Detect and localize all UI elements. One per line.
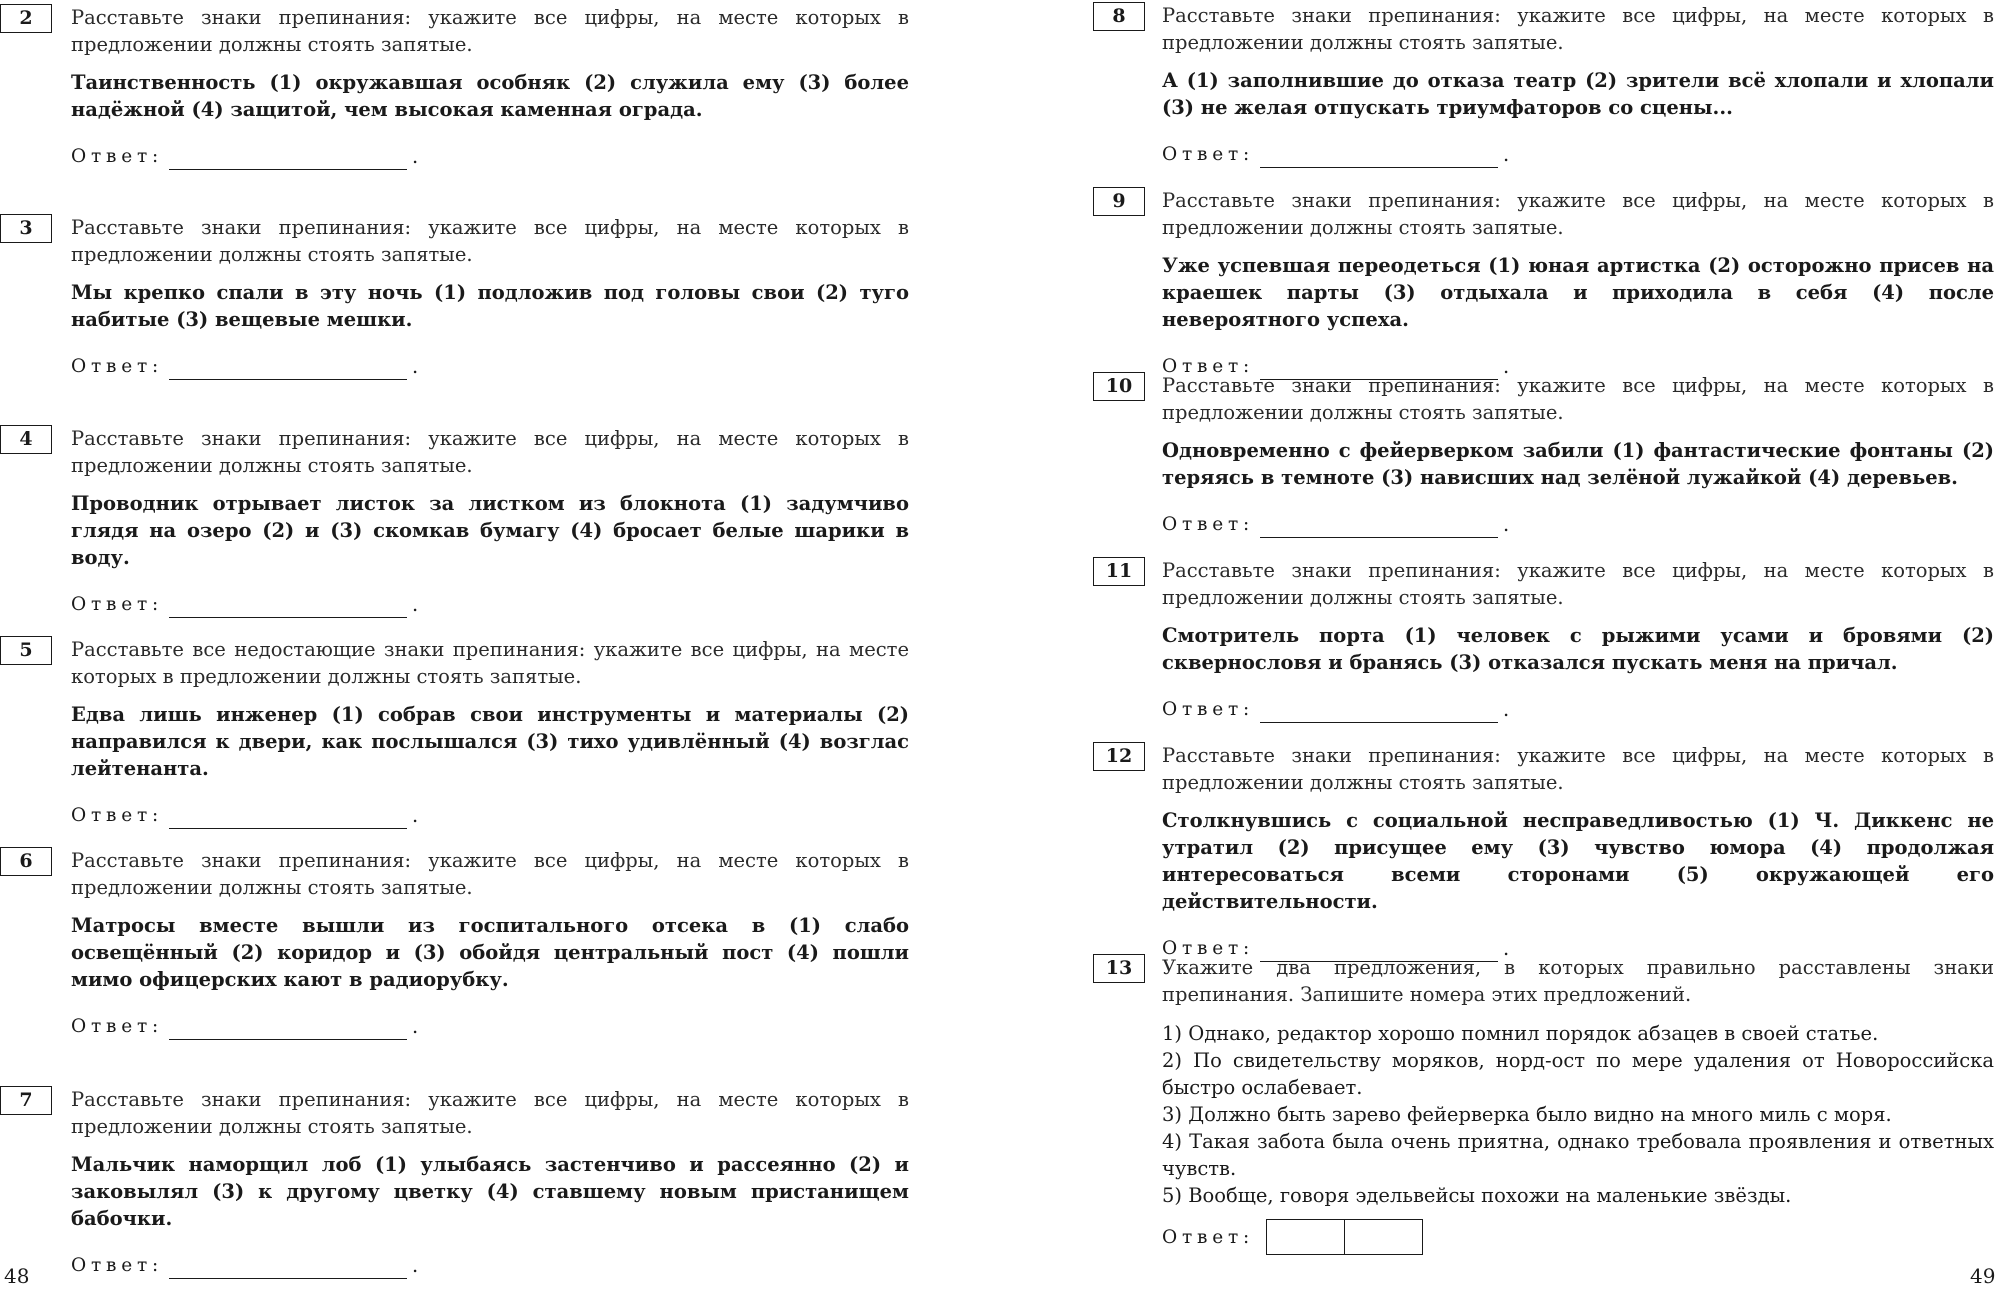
option-item: 4) Такая забота была очень приятна, однако требовала проявления и ответных чувств. xyxy=(1162,1130,1994,1180)
answer-row xyxy=(1162,697,1994,723)
page-number: 48 xyxy=(4,1264,30,1288)
answer-label: Ответ: xyxy=(71,1016,164,1037)
task-instruction: Расставьте знаки препинания: укажите все цифры, на месте которых в предложении должны стоять запятые. xyxy=(1162,189,1994,239)
task-number: 7 xyxy=(0,1086,52,1115)
task-number: 8 xyxy=(1093,2,1145,31)
option-item: 1) Однако, редактор хорошо помнил порядок абзацев в своей статье. xyxy=(1162,1022,1879,1045)
answer-field[interactable] xyxy=(169,151,407,170)
answer-box-1[interactable] xyxy=(1267,1220,1344,1254)
task-instruction: Расставьте знаки препинания: укажите все цифры, на месте которых в предложении должны стоять запятые. xyxy=(71,216,909,266)
task-sentence: Мальчик наморщил лоб (1) улыбаясь застенчиво и рассеянно (2) и заковылял (3) к другому цветку (4) ставшему новым пристанищем бабочки. xyxy=(71,1153,909,1230)
answer-field[interactable] xyxy=(169,361,407,380)
option-item: 3) Должно быть зарево фейерверка было видно на много миль с моря. xyxy=(1162,1103,1892,1126)
task-instruction: Расставьте все недостающие знаки препинания: укажите все цифры, на месте которых в предложении должны стоять запятые. xyxy=(71,638,909,688)
answer-field[interactable] xyxy=(1260,149,1498,168)
answer-label: Ответ: xyxy=(1162,699,1255,720)
page-number: 49 xyxy=(1970,1264,1996,1288)
answer-dot: . xyxy=(1503,698,1510,721)
answer-dot: . xyxy=(1503,513,1510,536)
answer-field[interactable] xyxy=(1260,519,1498,538)
answer-dot: . xyxy=(412,355,419,378)
answer-dot: . xyxy=(412,145,419,168)
answer-field[interactable] xyxy=(169,810,407,829)
answer-dot: . xyxy=(412,593,419,616)
answer-label: Ответ: xyxy=(1162,356,1255,377)
task-number: 10 xyxy=(1093,372,1145,401)
options-list xyxy=(1162,1020,1994,1209)
task-sentence: Столкнувшись с социальной несправедливостью (1) Ч. Диккенс не утратил (2) присущее ему (3) чувство юмора (4) продолжая интересоваться всеми сторонами (5) окружающей его действительности. xyxy=(1162,809,1994,913)
task-number: 11 xyxy=(1093,557,1145,586)
answer-row xyxy=(1162,1219,1994,1255)
task-instruction: Расставьте знаки препинания: укажите все цифры, на месте которых в предложении должны стоять запятые. xyxy=(71,427,909,477)
option-item: 2) По свидетельству моряков, норд-ост по мере удаления от Новороссийска быстро ослабевает. xyxy=(1162,1049,1994,1099)
answer-label: Ответ: xyxy=(71,1255,164,1276)
task-sentence: Уже успевшая переодеться (1) юная артистка (2) осторожно присев на краешек парты (3) отдыхала и приходила в себя (4) после невероятного успеха. xyxy=(1162,254,1994,331)
task-sentence: Проводник отрывает листок за листком из блокнота (1) задумчиво глядя на озеро (2) и (3) скомкав бумагу (4) бросает белые шарики в воду. xyxy=(71,492,909,569)
answer-row xyxy=(1162,142,1994,168)
task-number: 3 xyxy=(0,214,52,243)
answer-field[interactable] xyxy=(1260,704,1498,723)
task-sentence: Матросы вместе вышли из госпитального отсека в (1) слабо освещённый (2) коридор и (3) обойдя центральный пост (4) пошли мимо офицерских кают в радиорубку. xyxy=(71,914,909,991)
task-sentence: Едва лишь инженер (1) собрав свои инструменты и материалы (2) направился к двери, как послышался (3) тихо удивлённый (4) возглас лейтенанта. xyxy=(71,703,909,780)
answer-label: Ответ: xyxy=(1162,144,1255,165)
task-instruction: Расставьте знаки препинания: укажите все цифры, на месте которых в предложении должны стоять запятые. xyxy=(1162,374,1994,424)
answer-dot: . xyxy=(1503,143,1510,166)
task-instruction: Расставьте знаки препинания: укажите все цифры, на месте которых в предложении должны стоять запятые. xyxy=(71,849,909,899)
answer-label: Ответ: xyxy=(71,594,164,615)
answer-field[interactable] xyxy=(169,599,407,618)
task-sentence: Таинственность (1) окружавшая особняк (2) служила ему (3) более надёжной (4) защитой, чем высокая каменная ограда. xyxy=(71,71,909,121)
answer-dot: . xyxy=(1503,937,1510,960)
answer-label: Ответ: xyxy=(71,146,164,167)
answer-field[interactable] xyxy=(169,1021,407,1040)
answer-label: Ответ: xyxy=(1162,514,1255,535)
answer-field[interactable] xyxy=(169,1260,407,1279)
task-instruction: Расставьте знаки препинания: укажите все цифры, на месте которых в предложении должны стоять запятые. xyxy=(1162,559,1994,609)
answer-row xyxy=(71,1014,909,1040)
answer-dot: . xyxy=(412,1254,419,1277)
task-instruction: Расставьте знаки препинания: укажите все цифры, на месте которых в предложении должны стоять запятые. xyxy=(71,1088,909,1138)
task-sentence: Смотритель порта (1) человек с рыжими усами и бровями (2) сквернословя и бранясь (3) отказался пускать меня на причал. xyxy=(1162,624,1994,674)
task-sentence: А (1) заполнившие до отказа театр (2) зрители всё хлопали и хлопали (3) не желая отпускать триумфаторов со сцены... xyxy=(1162,69,1994,119)
task-number: 13 xyxy=(1093,954,1145,983)
task-number: 9 xyxy=(1093,187,1145,216)
task-number: 12 xyxy=(1093,742,1145,771)
answer-dot: . xyxy=(412,804,419,827)
answer-dot: . xyxy=(412,1015,419,1038)
answer-label: Ответ: xyxy=(1162,938,1255,959)
answer-dot: . xyxy=(1503,355,1510,378)
answer-row xyxy=(71,144,909,170)
task-sentence: Мы крепко спали в эту ночь (1) подложив под головы свои (2) туго набитые (3) вещевые мешки. xyxy=(71,281,909,331)
answer-label: Ответ: xyxy=(71,356,164,377)
answer-label: Ответ: xyxy=(71,805,164,826)
task-instruction: Расставьте знаки препинания: укажите все цифры, на месте которых в предложении должны стоять запятые. xyxy=(1162,744,1994,794)
answer-row xyxy=(71,354,909,380)
task-instruction: Расставьте знаки препинания: укажите все цифры, на месте которых в предложении должны стоять запятые. xyxy=(71,6,909,56)
answer-label: Ответ: xyxy=(1162,1226,1255,1248)
task-number: 4 xyxy=(0,425,52,454)
option-item: 5) Вообще, говоря эдельвейсы похожи на маленькие звёзды. xyxy=(1162,1184,1792,1207)
task-number: 6 xyxy=(0,847,52,876)
answer-box-2[interactable] xyxy=(1344,1220,1422,1254)
answer-row xyxy=(71,592,909,618)
answer-row xyxy=(71,1253,909,1279)
task-instruction: Укажите два предложения, в которых правильно расставлены знаки препинания. Запишите номера этих предложений. xyxy=(1162,956,1994,1006)
task-sentence: Одновременно с фейерверком забили (1) фантастические фонтаны (2) теряясь в темноте (3) нависших над зелёной лужайкой (4) деревьев. xyxy=(1162,439,1994,489)
answer-row xyxy=(1162,512,1994,538)
task-number: 5 xyxy=(0,636,52,665)
task-instruction: Расставьте знаки препинания: укажите все цифры, на месте которых в предложении должны стоять запятые. xyxy=(1162,4,1994,54)
answer-boxes xyxy=(1266,1219,1423,1255)
answer-row xyxy=(71,803,909,829)
task-number: 2 xyxy=(0,4,52,33)
